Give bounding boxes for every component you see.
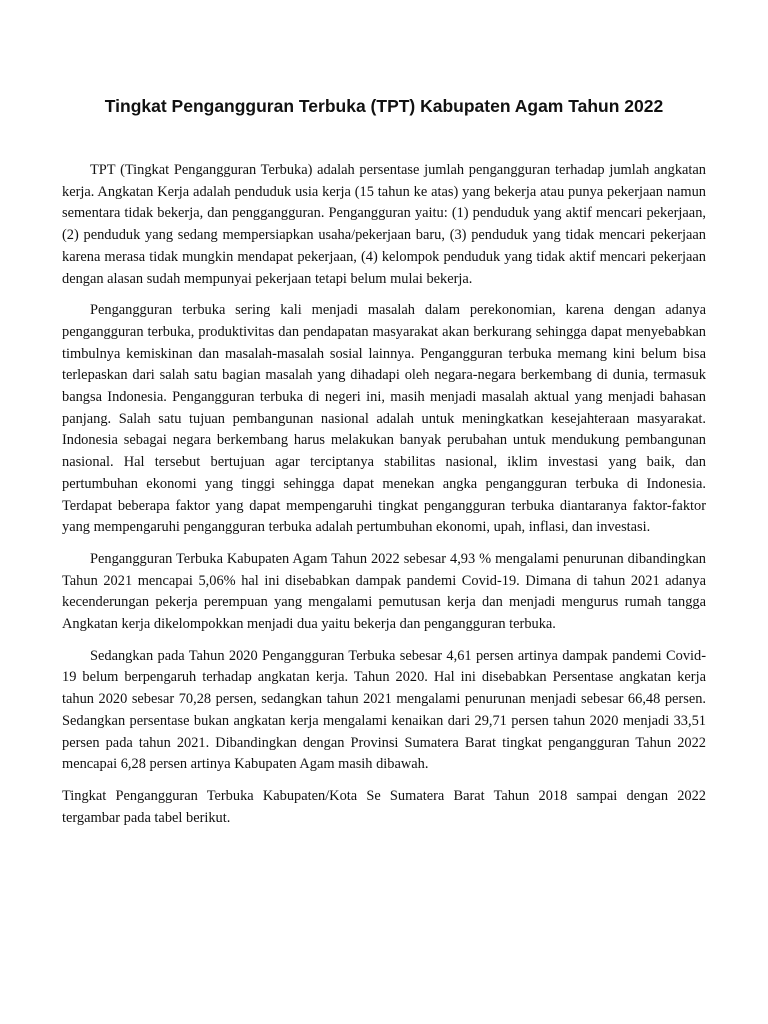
paragraph-open-unemployment-problem: Pengangguran terbuka sering kali menjadi masalah dalam perekonomian, karena dengan adanya pengangguran terbuka, produktivitas dan pendapatan masyarakat akan berkurang sehingga dapat menyebabkan timbulnya kemiskinan dan masalah-masalah sosial lainnya. Pengangguran terbuka memang kini belum bisa terlepaskan dari salah satu bagian masalah yang dihadapi oleh negara-negara berkembang di dunia, termasuk bangsa Indonesia. Pengangguran terbuka di negeri ini, masih menjadi masalah aktual yang menjadi bahasan panjang. Salah satu tujuan pembangunan nasional adalah untuk meningkatkan kesejahteraan masyarakat. Indonesia sebagai negara berkembang harus melakukan banyak perubahan untuk mendukung pembangunan nasional. Hal tersebut bertujuan agar terciptanya stabilitas nasional, iklim investasi yang baik, dan pertumbuhan ekonomi yang tinggi sehingga dapat menekan angka pengangguran terbuka di Indonesia. Terdapat beberapa faktor yang dapat mempengaruhi tingkat pengangguran terbuka diantaranya faktor-faktor yang mempengaruhi pengangguran terbuka adalah pertumbuhan ekonomi, upah, inflasi, dan investasi.: [62, 302, 706, 536]
paragraph-agam-2022: Pengangguran Terbuka Kabupaten Agam Tahun 2022 sebesar 4,93 % mengalami penurunan dibandingkan Tahun 2021 mencapai 5,06% hal ini disebabkan dampak pandemi Covid-19. Dimana di tahun 2021 adanya kecenderungan pekerja perempuan yang mengalami pemutusan kerja dan menjadi mengurus rumah tangga Angkatan kerja dikelompokkan menjadi dua yaitu bekerja dan pengangguran terbuka.: [62, 550, 706, 633]
document-body: [62, 160, 706, 839]
paragraph-table-intro: Tingkat Pengangguran Terbuka Kabupaten/Kota Se Sumatera Barat Tahun 2018 sampai dengan 2022 tergambar pada tabel berikut.: [62, 787, 706, 826]
paragraph-tpt-definition: TPT (Tingkat Pengangguran Terbuka) adalah persentase jumlah pengangguran terhadap jumlah angkatan kerja. Angkatan Kerja adalah penduduk usia kerja (15 tahun ke atas) yang bekerja atau punya pekerjaan namun sementara tidak bekerja, dan penggangguran. Pengangguran yaitu: (1) penduduk yang aktif mencari pekerjaan, (2) penduduk yang sedang mempersiapkan usaha/pekerjaan baru, (3) penduduk yang tidak mencari pekerjaan karena merasa tidak mungkin mendapat pekerjaan, (4) kelompok penduduk yang tidak aktif mencari pekerjaan dengan alasan sudah mempunyai pekerjaan tetapi belum mulai bekerja.: [62, 162, 706, 287]
paragraph-agam-2020: Sedangkan pada Tahun 2020 Pengangguran Terbuka sebesar 4,61 persen artinya dampak pandemi Covid-19 belum berpengaruh terhadap angkatan kerja. Tahun 2020. Hal ini disebabkan Persentase angkatan kerja tahun 2020 sebesar 70,28 persen, sedangkan tahun 2021 mengalami penurunan menjadi sebesar 66,48 persen. Sedangkan persentase bukan angkatan kerja mengalami kenaikan dari 29,71 persen tahun 2020 menjadi 33,51 persen pada tahun 2021. Dibandingkan dengan Provinsi Sumatera Barat tingkat pengangguran Tahun 2022 mencapai 6,28 persen artinya Kabupaten Agam masih dibawah.: [62, 647, 706, 773]
document-title: Tingkat Pengangguran Terbuka (TPT) Kabupaten Agam Tahun 2022: [104, 96, 664, 116]
